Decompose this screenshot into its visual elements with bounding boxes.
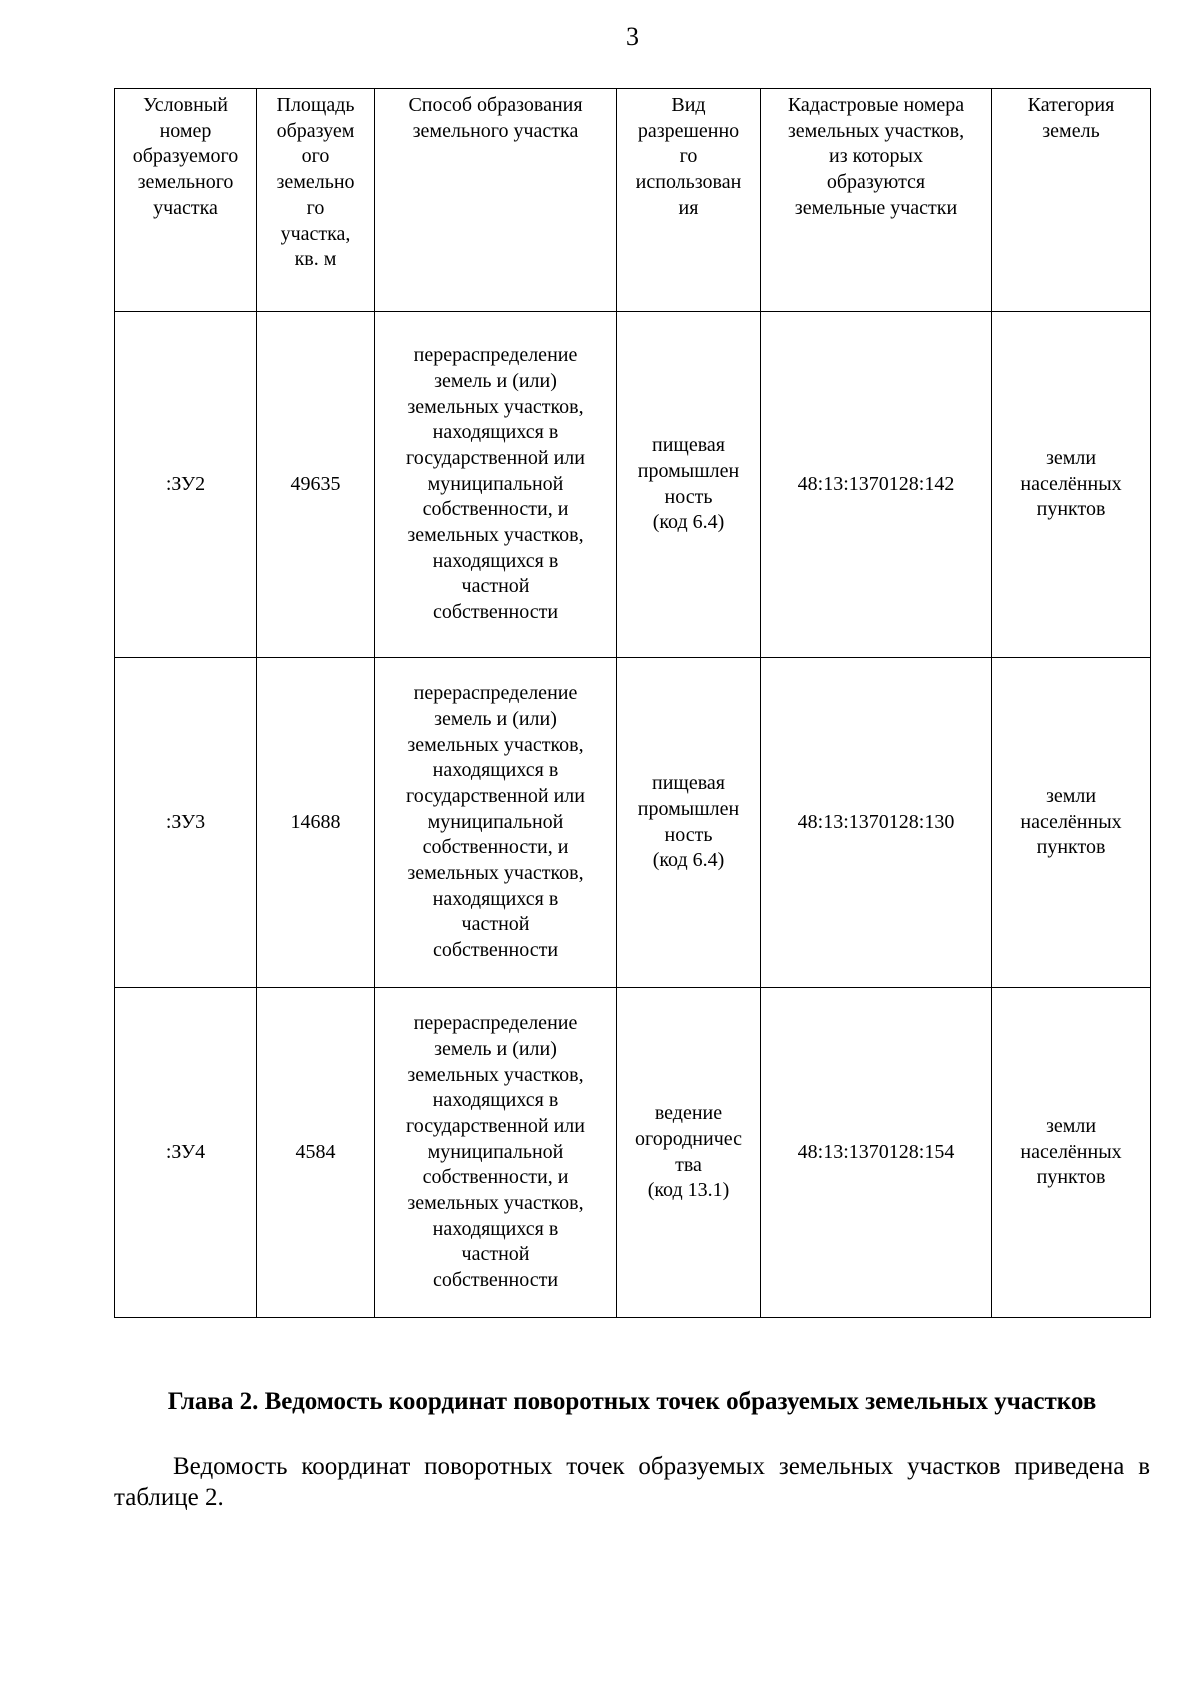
plot-number-cell: :ЗУ4 (115, 988, 257, 1318)
table-row (115, 658, 1151, 988)
cadastral-number-cell: 48:13:1370128:130 (761, 658, 992, 988)
permitted-use-cell: пищевая промышлен ность (код 6.4) (617, 312, 761, 658)
land-category-cell: земли населённых пунктов (992, 658, 1151, 988)
header-cadastral-numbers: Кадастровые номера земельных участков, из которых образуются земельные участки (761, 89, 992, 312)
formation-method-cell: перераспределение земель и (или) земельных участков, находящихся в государственной или муниципальной собственности, и земельных участков, находящихся в частной собственности (375, 658, 617, 988)
plot-number-cell: :ЗУ3 (115, 658, 257, 988)
permitted-use-cell: ведение огородничес тва (код 13.1) (617, 988, 761, 1318)
chapter-paragraph: Ведомость координат поворотных точек образуемых земельных участков приведена в таблице 2. (114, 1453, 1150, 1511)
cadastral-number-cell: 48:13:1370128:154 (761, 988, 992, 1318)
plot-area-cell: 49635 (257, 312, 375, 658)
table-header-row (115, 89, 1151, 312)
land-category-cell: земли населённых пунктов (992, 988, 1151, 1318)
header-plot-number: Условный номер образуемого земельного участка (115, 89, 257, 312)
header-plot-area: Площадь образуем ого земельно го участка, кв. м (257, 89, 375, 312)
cadastral-number-cell: 48:13:1370128:142 (761, 312, 992, 658)
formation-method-cell: перераспределение земель и (или) земельных участков, находящихся в государственной или муниципальной собственности, и земельных участков, находящихся в частной собственности (375, 312, 617, 658)
plot-area-cell: 14688 (257, 658, 375, 988)
plot-area-cell: 4584 (257, 988, 375, 1318)
chapter-title: Глава 2. Ведомость координат поворотных точек образуемых земельных участков (167, 1388, 1097, 1415)
land-plots-table (114, 88, 1151, 1318)
table-row (115, 988, 1151, 1318)
header-permitted-use: Вид разрешенно го использован ия (617, 89, 761, 312)
permitted-use-cell: пищевая промышлен ность (код 6.4) (617, 658, 761, 988)
header-land-category: Категория земель (992, 89, 1151, 312)
table-row (115, 312, 1151, 658)
header-formation-method: Способ образования земельного участка (375, 89, 617, 312)
land-category-cell: земли населённых пунктов (992, 312, 1151, 658)
formation-method-cell: перераспределение земель и (или) земельных участков, находящихся в государственной или муниципальной собственности, и земельных участков, находящихся в частной собственности (375, 988, 617, 1318)
plot-number-cell: :ЗУ2 (115, 312, 257, 658)
page-number: 3 (626, 22, 639, 51)
